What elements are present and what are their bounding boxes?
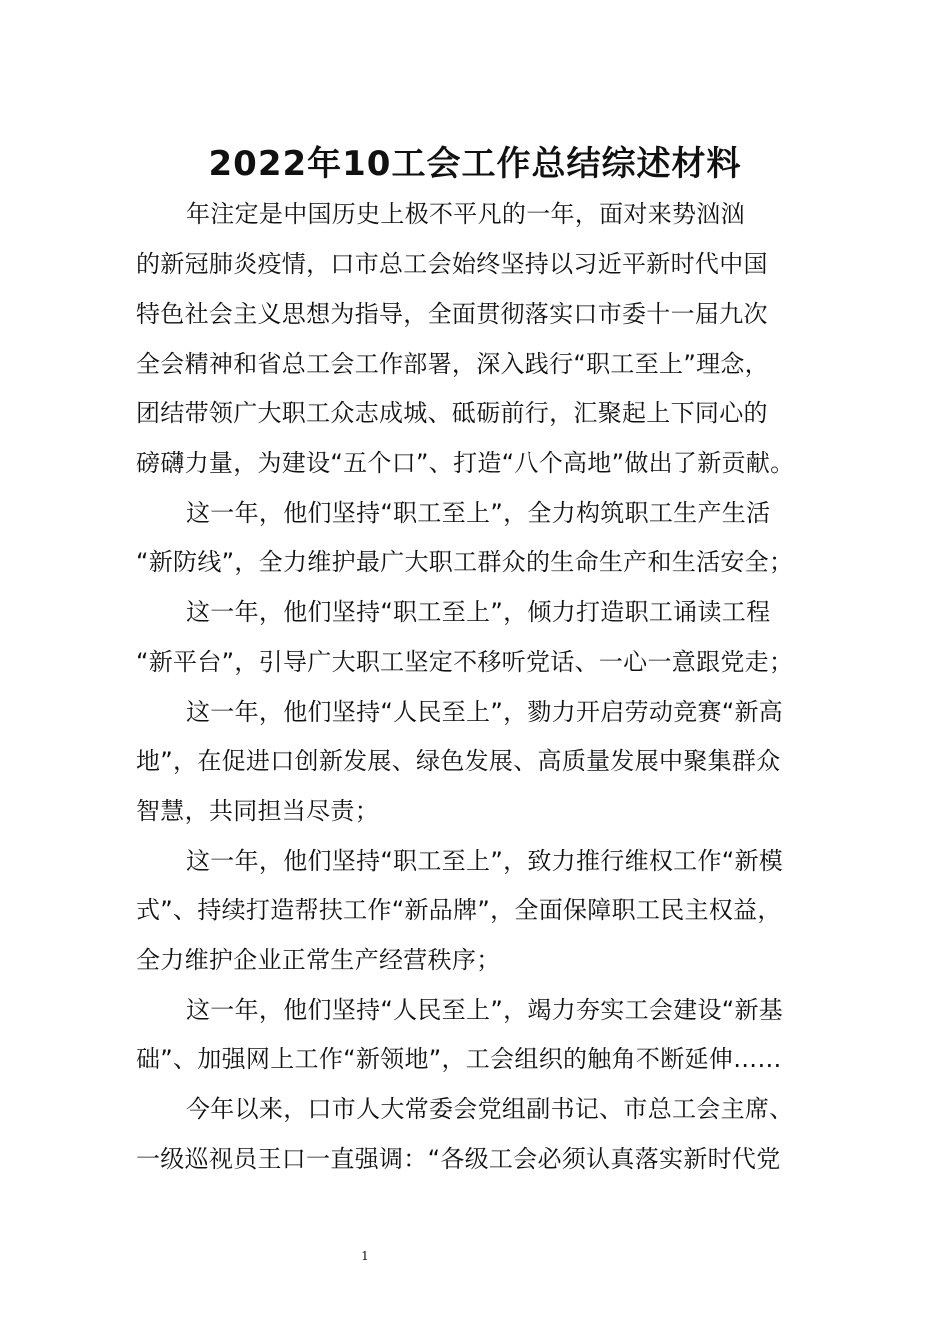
text-line: 一级巡视员王口一直强调：“各级工会必须认真落实新时代党 — [136, 1145, 781, 1173]
text-line: 础”、加强网上工作“新领地”，工会组织的触角不断延伸…… — [136, 1045, 782, 1073]
text-line: 今年以来，口市人大常委会党组副书记、市总工会主席、 — [186, 1095, 794, 1123]
text-line: 这一年，他们坚持“人民至上”，勠力开启劳动竞赛“新高 — [186, 698, 784, 726]
text-line: 全力维护企业正常生产经营秩序； — [136, 946, 501, 974]
text-line: 特色社会主义思想为指导，全面贯彻落实口市委十一届九次 — [136, 300, 768, 328]
page-number: 1 — [361, 1249, 369, 1263]
text-line: 智慧，共同担当尽责； — [136, 797, 379, 825]
text-line: “新平台”，引导广大职工坚定不移听党话、一心一意跟党走； — [136, 648, 794, 676]
text-line: 地”，在促进口创新发展、绿色发展、高质量发展中聚集群众 — [136, 747, 781, 775]
text-line: 这一年，他们坚持“职工至上”，倾力打造职工诵读工程 — [186, 598, 771, 626]
text-line: 磅礴力量，为建设“五个口”、打造“八个高地”做出了新贡献。 — [136, 449, 795, 477]
text-line: 这一年，他们坚持“职工至上”，全力构筑职工生产生活 — [186, 499, 771, 527]
document-title: 2022年10工会工作总结综述材料 — [208, 144, 742, 184]
text-line: 年注定是中国历史上极不平凡的一年，面对来势汹汹 — [186, 200, 745, 228]
text-line: 这一年，他们坚持“人民至上”，竭力夯实工会建设“新基 — [186, 996, 784, 1024]
text-line: 的新冠肺炎疫情，口市总工会始终坚持以习近平新时代中国 — [136, 250, 768, 278]
text-line: 式”、持续打造帮扶工作“新品牌”，全面保障职工民主权益， — [136, 896, 782, 924]
text-line: 这一年，他们坚持“职工至上”，致力推行维权工作“新模 — [186, 847, 784, 875]
text-line: 团结带领广大职工众志成城、砥砺前行，汇聚起上下同心的 — [136, 399, 768, 427]
text-line: 全会精神和省总工会工作部署，深入践行“职工至上”理念， — [136, 350, 769, 378]
text-line: “新防线”，全力维护最广大职工群众的生命生产和生活安全； — [136, 548, 794, 576]
